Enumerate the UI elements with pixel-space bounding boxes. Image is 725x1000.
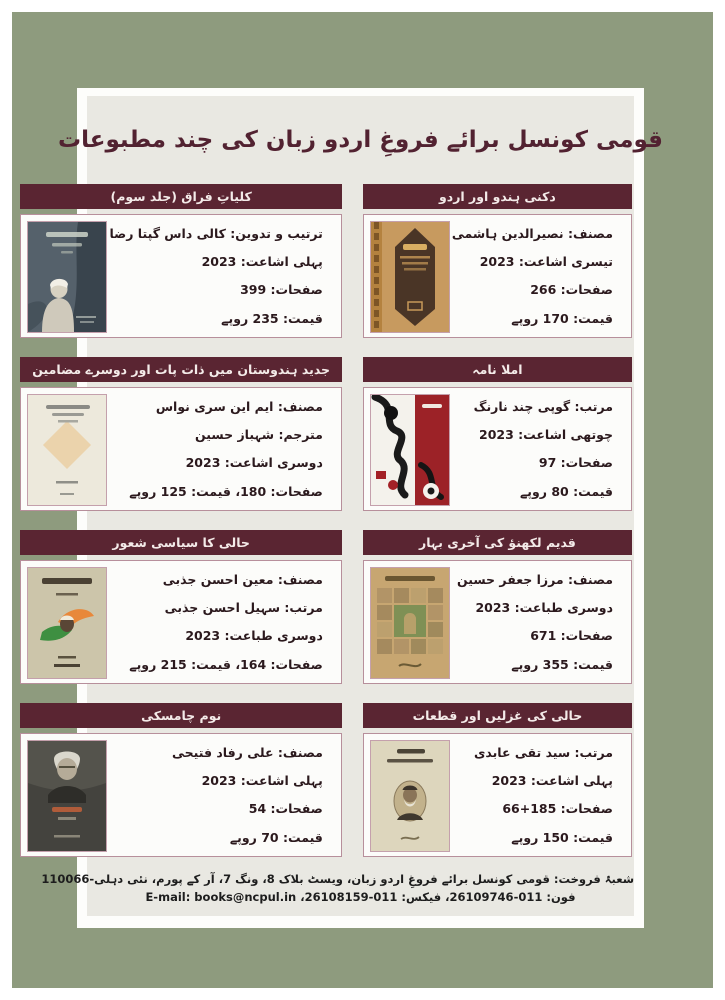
book-detail-line: قیمت: 235 روپے: [221, 310, 323, 326]
footer-address-line: شعبۂ فروخت: قومی کونسل برائے فروغِ اردو زبان، ویسٹ بلاک 8، ونگ 7، آر کے پورم، نئی دہلی-110066: [41, 872, 634, 886]
book-detail-line: مترجم: شہباز حسین: [195, 427, 323, 443]
book-detail-line: صفحات: 54: [248, 801, 323, 817]
book-detail-line: صفحات: 671: [530, 628, 613, 644]
book-box: [363, 733, 632, 857]
book-detail-line: تیسری اشاعت: 2023: [479, 254, 613, 270]
book-card-jadeed-hindustan: [20, 357, 341, 511]
book-details: [107, 567, 334, 677]
book-detail-line: قیمت: 150 روپے: [511, 829, 613, 845]
catalog-page: [32, 88, 663, 928]
book-cover-noam-chomsky: [27, 740, 107, 852]
book-cover-hali-ki-ghazlen: [370, 740, 450, 852]
book-title-banner: حالی کا سیاسی شعور: [20, 530, 341, 555]
book-detail-line: قیمت: 170 روپے: [511, 310, 613, 326]
book-details: [450, 221, 625, 331]
book-title-banner: املا نامہ: [363, 357, 632, 382]
book-detail-line: مصنف: معین احسن جذبی: [162, 572, 323, 587]
book-cover-hali-ka-siyasi-shaoor: [27, 567, 107, 679]
book-detail-line: صفحات: 266: [530, 282, 613, 298]
book-detail-line: مصنف: مرزا جعفر حسین: [456, 572, 613, 587]
book-details: [107, 740, 334, 850]
book-box: [363, 387, 632, 511]
book-detail-line: مرتب: سہیل احسن جذبی: [164, 600, 323, 616]
book-box: [363, 560, 632, 684]
book-detail-line: صفحات: 399: [240, 282, 323, 298]
book-title-banner: دکنی ہندو اور اردو: [363, 184, 632, 209]
book-cover-kulliyat-e-firaq: [27, 221, 107, 333]
book-detail-line: دوسری اشاعت: 2023: [185, 455, 323, 471]
book-cover-qadeem-lucknow: [370, 567, 450, 679]
book-box: [20, 733, 341, 857]
book-title-banner: کلیاتِ فراق (جلد سوم): [20, 184, 341, 209]
book-detail-line: مرتب: سید تقی عابدی: [473, 745, 613, 760]
book-title-banner: حالی کی غزلیں اور قطعات: [363, 703, 632, 728]
footer-contact-info: [41, 868, 634, 908]
book-detail-line: صفحات: 180، قیمت: 125 روپے: [129, 483, 323, 499]
book-detail-line: دوسری طباعت: 2023: [185, 628, 323, 644]
book-card-dakni-hindu-aur-urdu: [363, 184, 632, 338]
book-box: [20, 560, 341, 684]
book-detail-line: قیمت: 70 روپے: [229, 829, 323, 845]
book-details: [450, 740, 625, 850]
book-box: [20, 387, 341, 511]
book-detail-line: پہلی اشاعت: 2023: [491, 773, 613, 789]
book-title-banner: جدید ہندوستان میں ذات پات اور دوسرے مضامین: [20, 357, 341, 382]
book-card-noam-chomsky: [20, 703, 341, 857]
book-cover-imla-nama: [370, 394, 450, 506]
book-detail-line: مصنف: نصیرالدین ہاشمی: [451, 226, 613, 241]
book-card-imla-nama: [363, 357, 632, 511]
book-detail-line: مصنف: ایم این سری نواس: [155, 399, 323, 414]
book-detail-line: مصنف: علی رفاد فتیحی: [171, 745, 323, 760]
page-title: قومی کونسل برائے فروغِ اردو زبان کی چند مطبوعات: [58, 127, 663, 153]
book-detail-line: صفحات: 185+66: [502, 801, 613, 817]
book-detail-line: چوتھی اشاعت: 2023: [479, 427, 613, 443]
book-details: [107, 394, 334, 504]
book-card-hali-ki-ghazlen: [363, 703, 632, 857]
book-details: [107, 221, 334, 331]
book-detail-line: دوسری طباعت: 2023: [475, 600, 613, 616]
book-cover-jadeed-hindustan: [27, 394, 107, 506]
book-detail-line: ترتیب و تدوین: کالی داس گپتا رضا: [109, 226, 323, 241]
book-detail-line: پہلی اشاعت: 2023: [201, 254, 323, 270]
book-card-hali-ka-siyasi-shaoor: [20, 530, 341, 684]
book-details: [450, 394, 625, 504]
book-details: [450, 567, 625, 677]
book-detail-line: قیمت: 80 روپے: [519, 483, 613, 499]
book-detail-line: قیمت: 355 روپے: [511, 656, 613, 672]
book-detail-line: مرتب: گوپی چند نارنگ: [473, 399, 613, 414]
footer-phone-email-line: فون: 011-26109746، فیکس: 011-26108159، E-mail: books@ncpul.in: [145, 890, 576, 904]
book-box: [20, 214, 341, 338]
page-header: [58, 96, 663, 184]
book-detail-line: صفحات: 164، قیمت: 215 روپے: [129, 656, 323, 672]
books-grid: [32, 184, 634, 857]
book-card-qadeem-lucknow: [363, 530, 632, 684]
book-detail-line: صفحات: 97: [538, 455, 613, 471]
book-card-kulliyat-e-firaq: [20, 184, 341, 338]
page-content: [32, 96, 663, 916]
book-box: [363, 214, 632, 338]
book-detail-line: پہلی اشاعت: 2023: [201, 773, 323, 789]
book-cover-dakni-hindu-aur-urdu: [370, 221, 450, 333]
book-title-banner: قدیم لکھنؤ کی آخری بہار: [363, 530, 632, 555]
book-title-banner: نوم چامسکی: [20, 703, 341, 728]
